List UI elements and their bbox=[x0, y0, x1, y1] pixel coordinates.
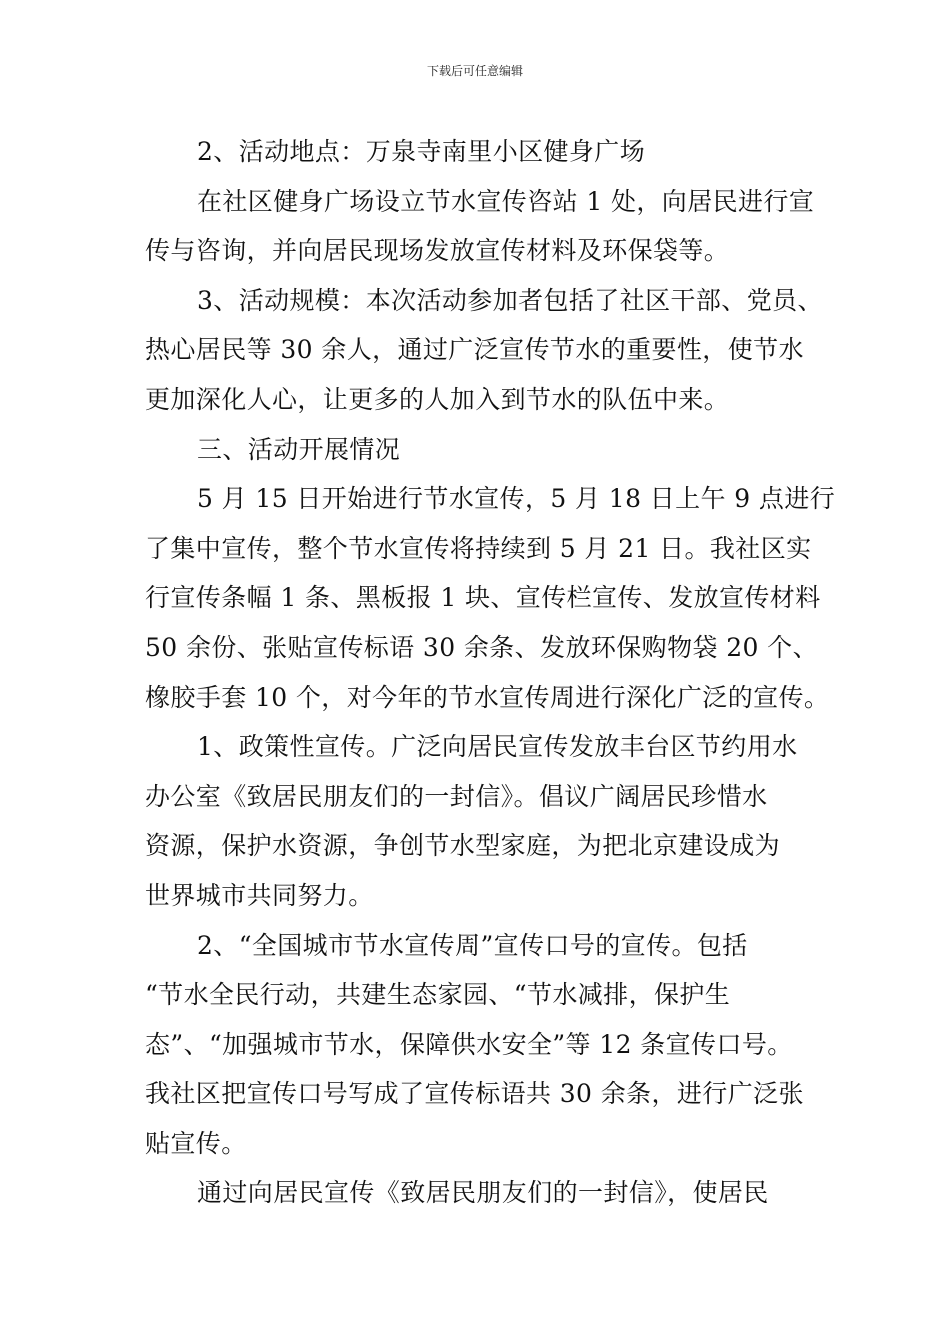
text-line: 资源，保护水资源，争创节水型家庭，为把北京建设成为 bbox=[145, 831, 781, 861]
text-line: 行宣传条幅 1 条、黑板报 1 块、宣传栏宣传、发放宣传材料 bbox=[145, 583, 821, 613]
text-line: 热心居民等 30 余人，通过广泛宣传节水的重要性，使节水 bbox=[145, 335, 804, 365]
header-note: 下载后可任意编辑 bbox=[426, 64, 523, 78]
text-line: “节水全民行动，共建生态家园、“节水减排，保护生 bbox=[145, 980, 731, 1010]
text-line: 2、“全国城市节水宣传周”宣传口号的宣传。包括 bbox=[197, 930, 748, 960]
text-line: 传与咨询，并向居民现场发放宣传材料及环保袋等。 bbox=[145, 236, 730, 266]
text-line: 我社区把宣传口号写成了宣传标语共 30 余条，进行广泛张 bbox=[145, 1079, 804, 1109]
text-line: 1、政策性宣传。广泛向居民宣传发放丰台区节约用水 bbox=[197, 732, 798, 762]
text-line: 2、活动地点：万泉寺南里小区健身广场 bbox=[197, 137, 646, 166]
text-line: 在社区健身广场设立节水宣传咨站 1 处，向居民进行宣 bbox=[197, 186, 815, 216]
text-line: 3、活动规模：本次活动参加者包括了社区干部、党员、 bbox=[197, 285, 823, 315]
text-line: 5 月 15 日开始进行节水宣传，5 月 18 日上午 9 点进行 bbox=[197, 484, 836, 514]
text-line: 更加深化人心，让更多的人加入到节水的队伍中来。 bbox=[145, 384, 730, 414]
section-heading: 三、活动开展情况 bbox=[197, 434, 401, 464]
text-line: 态”、“加强城市节水，保障供水安全”等 12 条宣传口号。 bbox=[145, 1029, 793, 1059]
text-line: 世界城市共同努力。 bbox=[145, 880, 374, 910]
text-line: 50 余份、张贴宣传标语 30 余条、发放环保购物袋 20 个、 bbox=[145, 632, 818, 662]
text-line: 了集中宣传，整个节水宣传将持续到 5 月 21 日。我社区实 bbox=[145, 533, 812, 563]
text-line: 橡胶手套 10 个，对今年的节水宣传周进行深化广泛的宣传。 bbox=[145, 682, 830, 712]
document-body bbox=[145, 127, 836, 1218]
text-line: 办公室《致居民朋友们的一封信》。倡议广阔居民珍惜水 bbox=[145, 781, 768, 811]
text-line: 通过向居民宣传《致居民朋友们的一封信》，使居民 bbox=[197, 1178, 769, 1208]
text-line: 贴宣传。 bbox=[145, 1128, 247, 1158]
